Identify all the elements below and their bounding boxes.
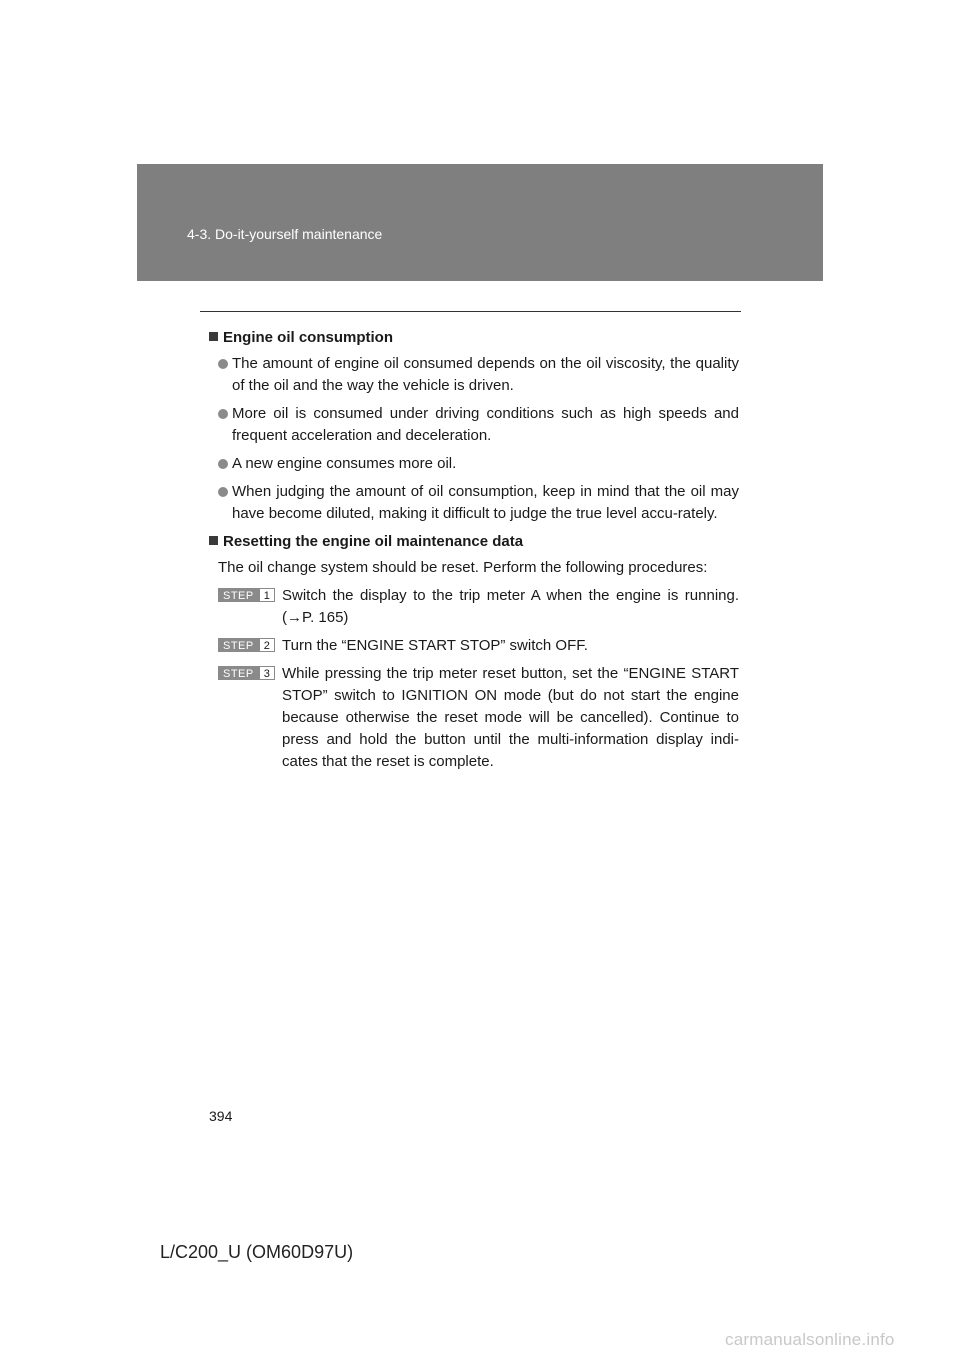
- step-badge: [218, 666, 275, 680]
- bullet-item: [209, 353, 739, 397]
- bullet-text: When judging the amount of oil consumption, keep in mind that the oil may have become diluted, making it difficult to judge the true level accu-rately.: [232, 483, 739, 522]
- step-word: STEP: [218, 588, 259, 602]
- heading-text: Engine oil consumption: [223, 329, 393, 346]
- step-number: 1: [259, 588, 275, 602]
- heading-text: Resetting the engine oil maintenance data: [223, 533, 524, 550]
- step-item: [209, 663, 739, 773]
- section-title: 4-3. Do-it-yourself maintenance: [187, 226, 383, 242]
- circle-bullet-icon: [218, 359, 228, 369]
- bullet-text: The amount of engine oil consumed depends on the oil viscosity, the quality of the oil and the way the vehicle is driven.: [232, 355, 739, 394]
- step-badge: [218, 588, 275, 602]
- bullet-text: More oil is consumed under driving conditions such as high speeds and frequent acceleration and deceleration.: [232, 405, 739, 444]
- bullet-text: A new engine consumes more oil.: [232, 455, 457, 472]
- bullet-item: [209, 453, 739, 475]
- intro-paragraph: The oil change system should be reset. Perform the following procedures:: [218, 559, 708, 576]
- main-content: [209, 327, 739, 779]
- section-divider: [200, 311, 741, 312]
- heading-oil-consumption: [209, 327, 739, 349]
- bullet-item: [209, 403, 739, 447]
- square-bullet-icon: [209, 332, 218, 341]
- document-code: L/C200_U (OM60D97U): [160, 1242, 354, 1262]
- page-number: 394: [209, 1108, 233, 1124]
- step-text: While pressing the trip meter reset button, set the “ENGINE START STOP” switch to IGNITION ON mode (but do not start the engine because otherwise the reset mode will be cancelled). Continue to press and hold the button until the multi-information display indi-cates that the reset is complete.: [282, 665, 739, 770]
- bullet-item: [209, 481, 739, 525]
- step-text: Turn the “ENGINE START STOP” switch OFF.: [282, 637, 588, 654]
- circle-bullet-icon: [218, 459, 228, 469]
- header-band: [137, 164, 823, 281]
- step-item: [209, 585, 739, 629]
- step-number: 2: [259, 638, 275, 652]
- step-badge: [218, 638, 275, 652]
- step-text: Switch the display to the trip meter A when the engine is running. (→P. 165): [282, 587, 739, 626]
- square-bullet-icon: [209, 536, 218, 545]
- step-number: 3: [259, 666, 275, 680]
- circle-bullet-icon: [218, 487, 228, 497]
- step-word: STEP: [218, 666, 259, 680]
- circle-bullet-icon: [218, 409, 228, 419]
- step-item: [209, 635, 739, 657]
- step-word: STEP: [218, 638, 259, 652]
- heading-reset-oil-data: [209, 531, 739, 553]
- watermark: carmanualsonline.info: [725, 1330, 895, 1349]
